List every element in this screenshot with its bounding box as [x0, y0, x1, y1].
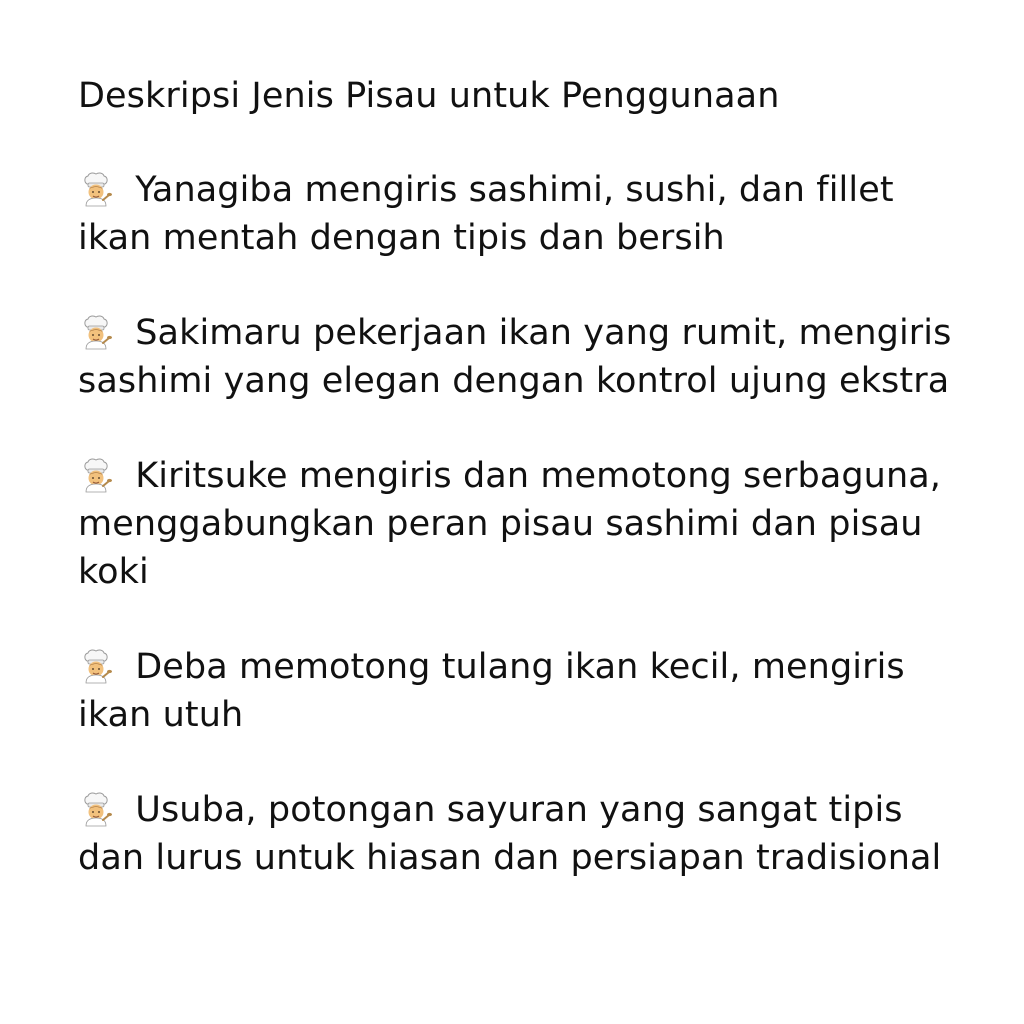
page-title: Deskripsi Jenis Pisau untuk Penggunaan: [78, 76, 780, 116]
chef-icon: [78, 171, 114, 207]
list-item-text: Sakimaru pekerjaan ikan yang rumit, mengiris sashimi yang elegan dengan kontrol ujung ekstra: [78, 313, 952, 401]
list-item-text: Deba memotong tulang ikan kecil, mengiris ikan utuh: [78, 647, 905, 735]
chef-icon: [78, 648, 114, 684]
chef-icon: [78, 457, 114, 493]
chef-icon: [78, 791, 114, 827]
list-item-deba: [78, 642, 978, 739]
list-item-sakimaru: [78, 308, 978, 405]
list-item-text: Yanagiba mengiris sashimi, sushi, dan fillet ikan mentah dengan tipis dan bersih: [78, 170, 894, 258]
list-item-yanagiba: [78, 165, 978, 262]
list-item-usuba: [78, 785, 978, 882]
list-item-text: Usuba, potongan sayuran yang sangat tipis dan lurus untuk hiasan dan persiapan tradisional: [78, 790, 942, 878]
chef-icon: [78, 314, 114, 350]
knife-description-content: [78, 72, 978, 882]
list-item-text: Kiritsuke mengiris dan memotong serbaguna, menggabungkan peran pisau sashimi dan pisau koki: [78, 456, 942, 592]
list-item-kiritsuke: [78, 451, 978, 596]
